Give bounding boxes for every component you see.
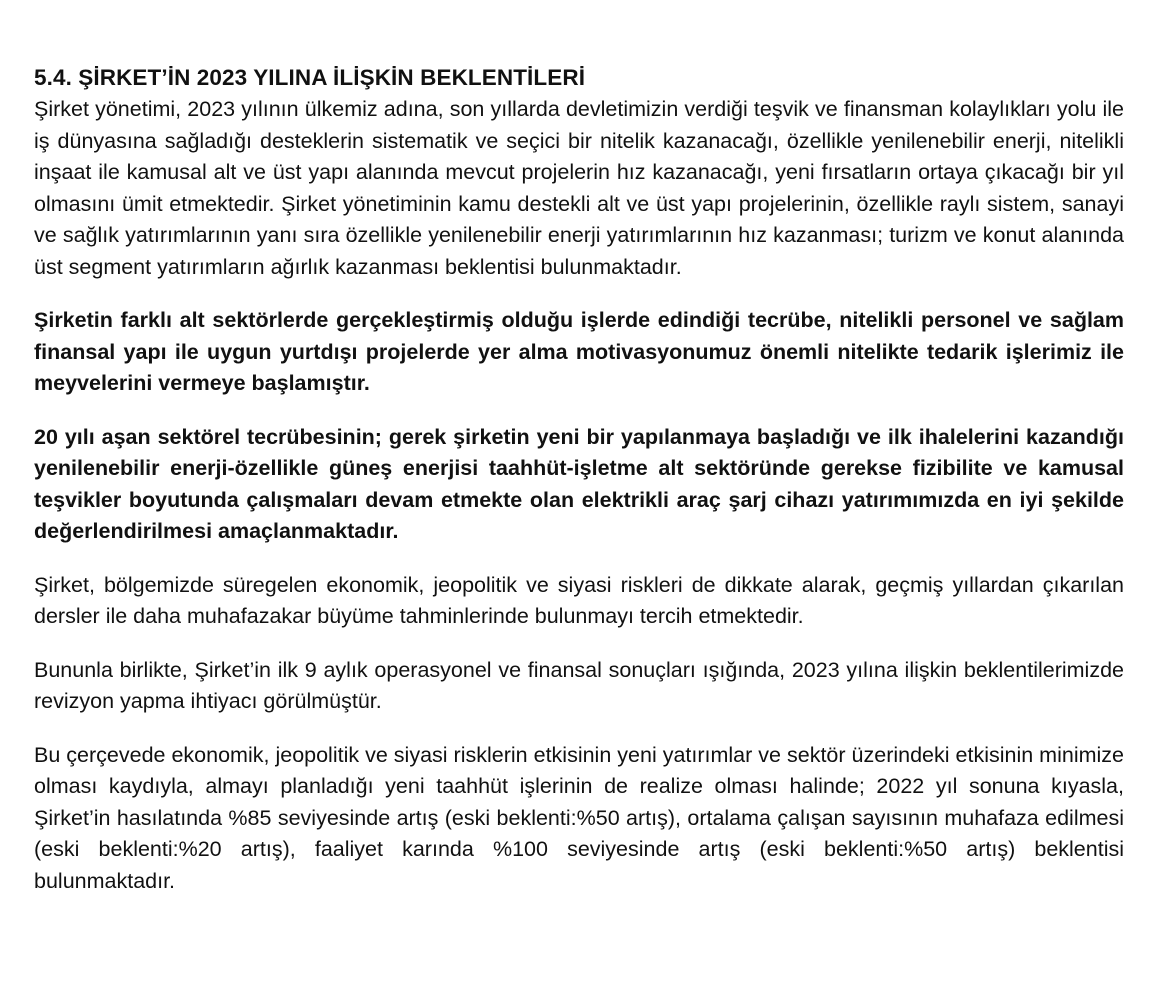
- paragraph-experience-bold: Şirketin farklı alt sektörlerde gerçekleştirmiş olduğu işlerde edindiği tecrübe, nitelikli personel ve sağlam finansal yapı ile uygun yurtdışı projelerde yer alma motivasyonumuz önemli nitelikte tedarik işlerimiz ile meyvelerini vermeye başlamıştır.: [34, 308, 1124, 395]
- section-heading: 5.4. ŞİRKET’İN 2023 YILINA İLİŞKİN BEKLENTİLERİ: [34, 65, 586, 90]
- paragraph-revision-need: Bununla birlikte, Şirket’in ilk 9 aylık operasyonel ve finansal sonuçları ışığında, 2023 yılına ilişkin beklentilerimizde revizyon yapma ihtiyacı görülmüştür.: [34, 657, 1124, 713]
- paragraph-expectations-intro: Şirket yönetimi, 2023 yılının ülkemiz adına, son yıllarda devletimizin verdiği teşvik ve finansman kolaylıkları yolu ile iş dünyasına sağladığı desteklerin sistematik ve seçici bir nitelik kazanacağı, özellikle yenilenebilir enerji, nitelikli inşaat ile kamusal alt ve üst yapı alanında mevcut projelerin hız kazanacağı, yeni fırsatların ortaya çıkacağı bir yıl olmasını ümit etmektedir. Şirket yönetiminin kamu destekli alt ve üst yapı projelerinin, özellikle raylı sistem, sanayi ve sağlık yatırımlarının yanı sıra özellikle yenilenebilir enerji yatırımlarının hız kazanması; turizm ve konut alanında üst segment yatırımların ağırlık kazanması beklentisi bulunmaktadır.: [34, 97, 1124, 279]
- paragraph-forecast-figures: Bu çerçevede ekonomik, jeopolitik ve siyasi risklerin etkisinin yeni yatırımlar ve sektör üzerindeki etkisinin minimize olması kaydıyla, almayı planladığı yeni taahhüt işlerinin de realize olması halinde; 2022 yıl sonuna kıyasla, Şirket’in hasılatında %85 seviyesinde artış (eski beklenti:%50 artış), ortalama çalışan sayısının muhafaza edilmesi (eski beklenti:%20 artış), faaliyet karında %100 seviyesinde artış (eski beklenti:%50 artış) beklentisi bulunmaktadır.: [34, 742, 1124, 893]
- paragraph-sector-experience-bold: 20 yılı aşan sektörel tecrübesinin; gerek şirketin yeni bir yapılanmaya başladığı ve ilk ihalelerini kazandığı yenilenebilir enerji-özellikle güneş enerjisi taahhüt-işletme alt sektöründe gerekse fizibilite ve kamusal teşvikler boyutunda çalışmaları devam etmekte olan elektrikli araç şarj cihazı yatırımımızda en iyi şekilde değerlendirilmesi amaçlanmaktadır.: [34, 424, 1124, 543]
- paragraph-risk-conservative: Şirket, bölgemizde süregelen ekonomik, jeopolitik ve siyasi riskleri de dikkate alarak, geçmiş yıllardan çıkarılan dersler ile daha muhafazakar büyüme tahminlerinde bulunmayı tercih etmektedir.: [34, 572, 1124, 628]
- document-page: [34, 62, 1124, 897]
